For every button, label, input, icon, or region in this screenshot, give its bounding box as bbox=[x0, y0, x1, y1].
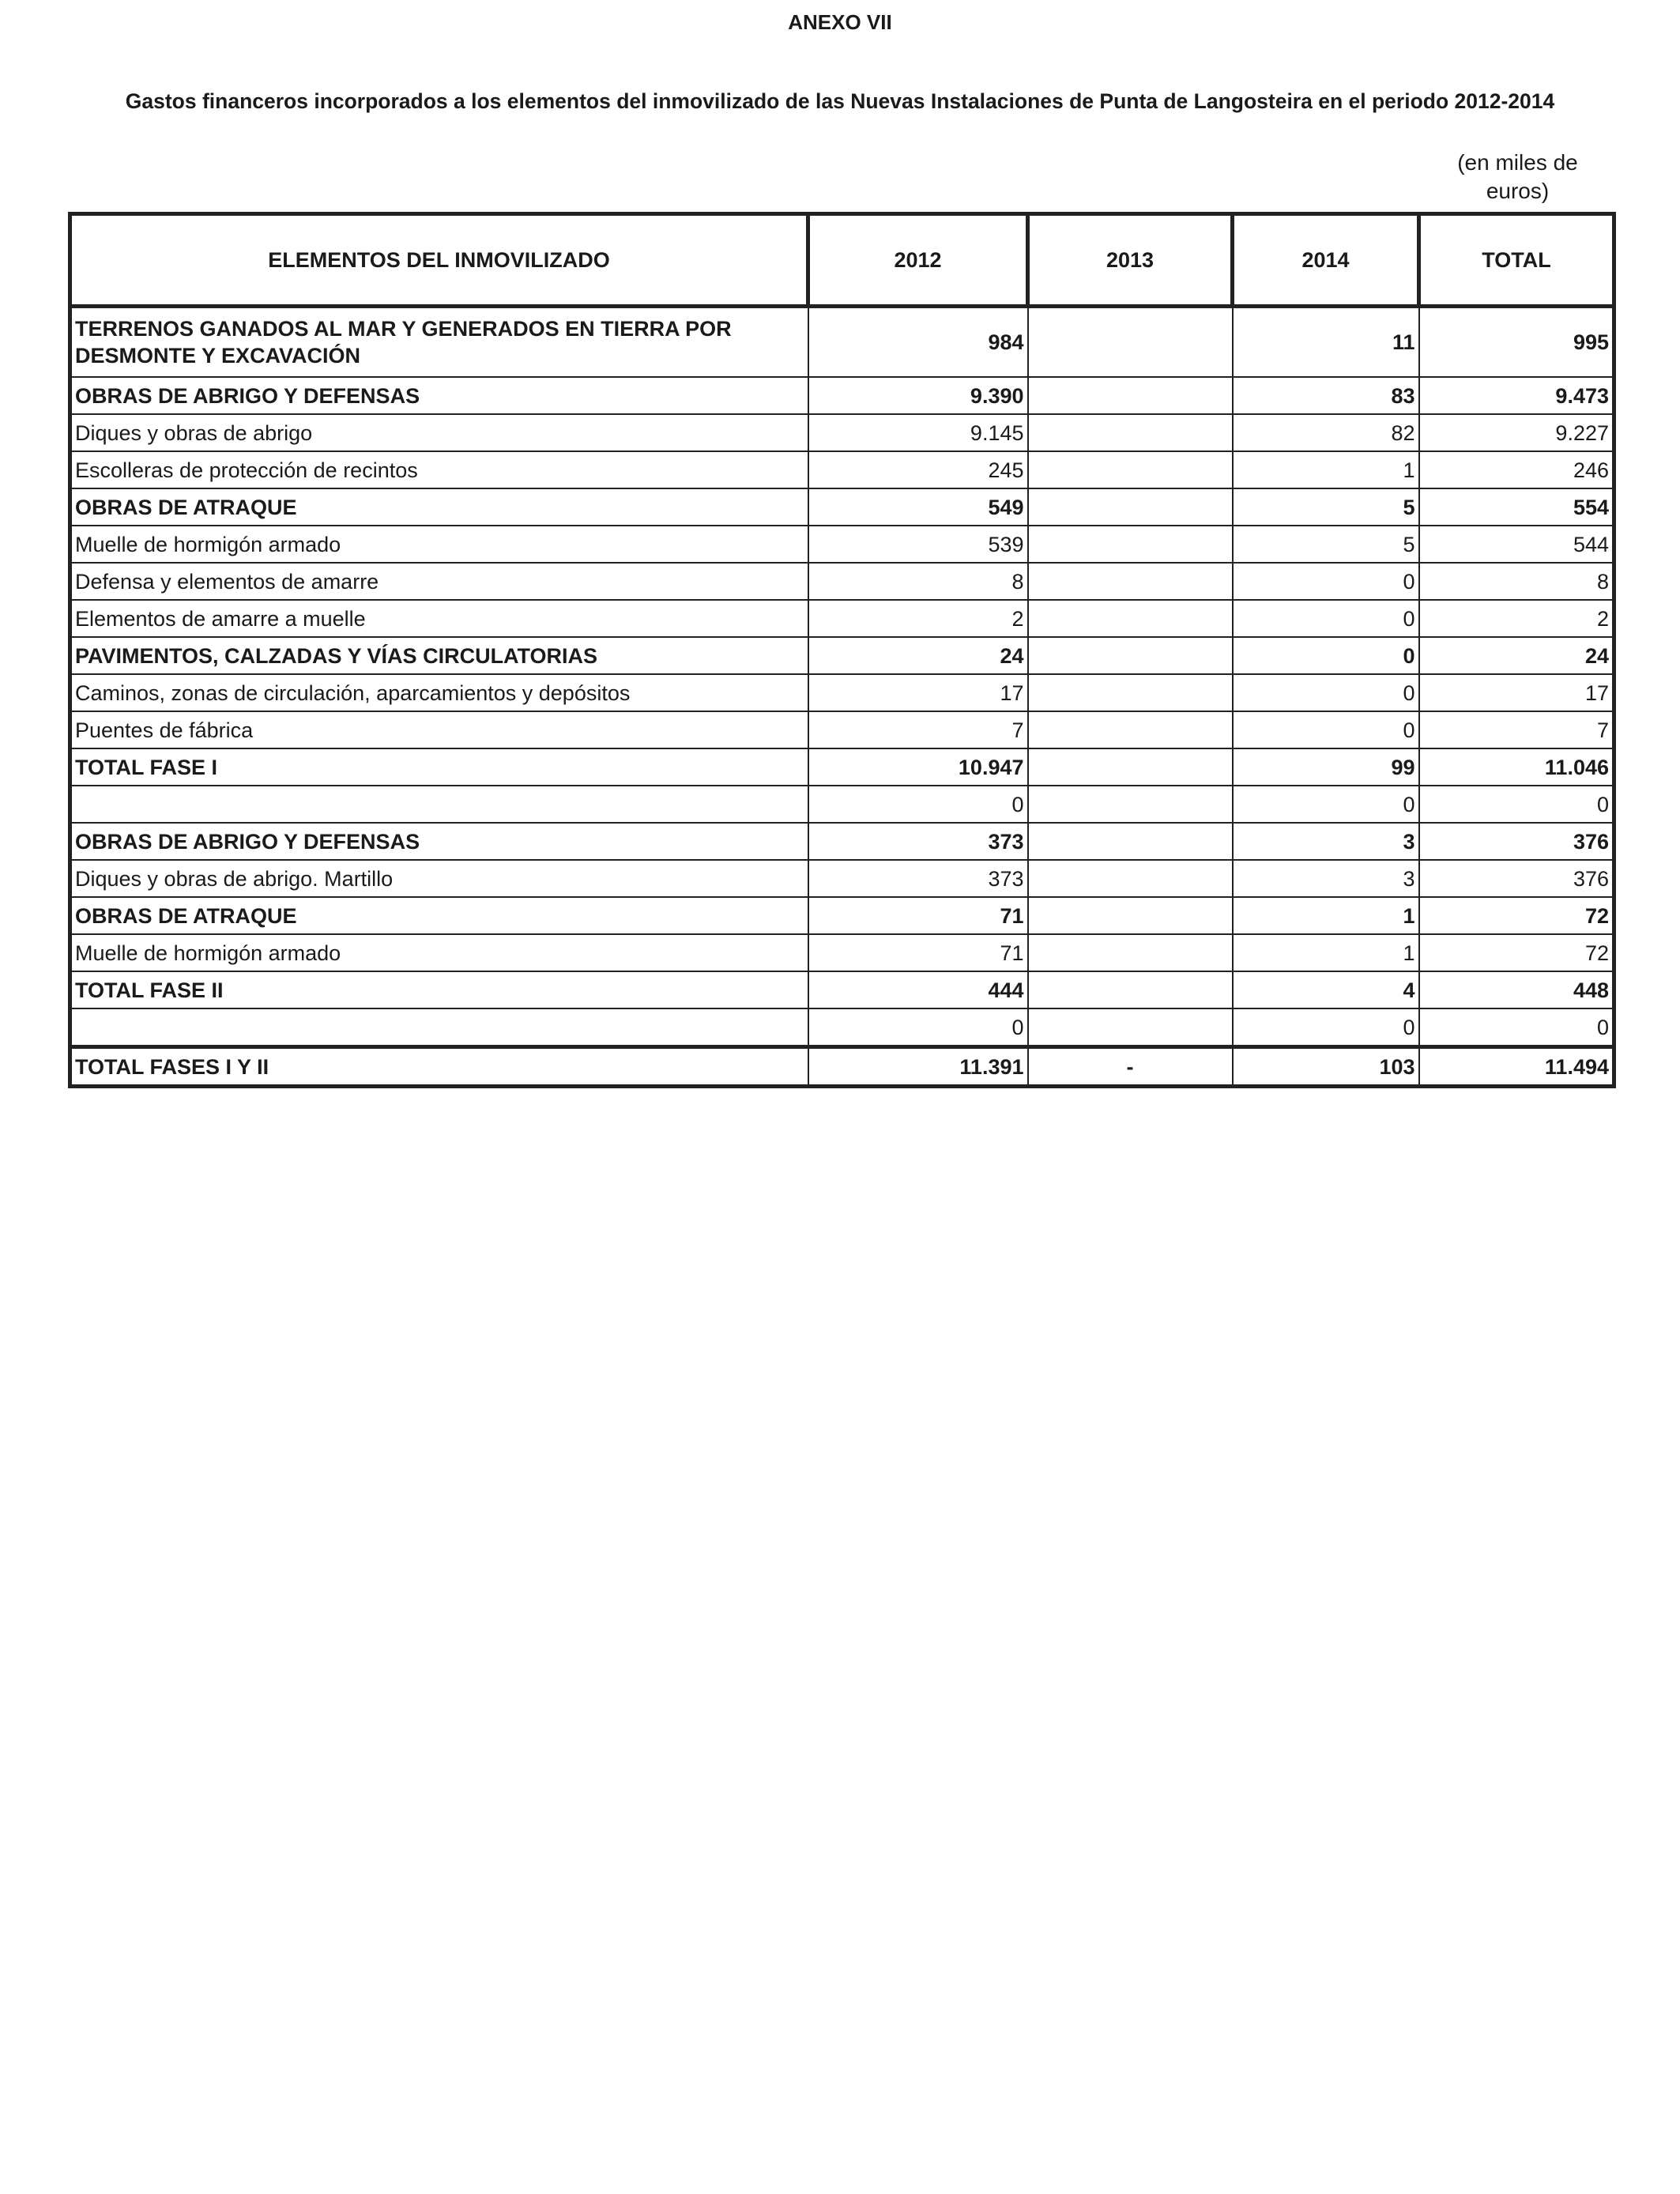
row-label: Puentes de fábrica bbox=[70, 711, 808, 748]
value-2013 bbox=[1028, 414, 1233, 451]
value-2012: 245 bbox=[808, 451, 1028, 488]
value-2013 bbox=[1028, 526, 1233, 563]
row-label bbox=[70, 786, 808, 823]
value-total: 72 bbox=[1419, 934, 1614, 971]
row-label-line: TERRENOS GANADOS AL MAR Y GENERADOS EN TIERRA POR bbox=[75, 317, 732, 341]
value-2013 bbox=[1028, 971, 1233, 1008]
value-2013 bbox=[1028, 674, 1233, 711]
value-2013 bbox=[1028, 488, 1233, 526]
value-total: 9.227 bbox=[1419, 414, 1614, 451]
value-total: 995 bbox=[1419, 307, 1614, 378]
value-2012: 549 bbox=[808, 488, 1028, 526]
value-total: 11.046 bbox=[1419, 748, 1614, 786]
row-label: Elementos de amarre a muelle bbox=[70, 600, 808, 637]
value-2014: 0 bbox=[1233, 637, 1419, 674]
value-2012: 984 bbox=[808, 307, 1028, 378]
header-elementos: ELEMENTOS DEL INMOVILIZADO bbox=[70, 214, 808, 307]
value-2013 bbox=[1028, 823, 1233, 860]
table-row bbox=[70, 860, 1614, 897]
header-2014: 2014 bbox=[1233, 214, 1419, 307]
value-2014: 0 bbox=[1233, 1008, 1419, 1047]
units-note-line1: (en miles de bbox=[1457, 150, 1578, 175]
row-label: TOTAL FASE I bbox=[70, 748, 808, 786]
value-2014: 82 bbox=[1233, 414, 1419, 451]
value-2014: 0 bbox=[1233, 674, 1419, 711]
table-row bbox=[70, 488, 1614, 526]
value-total: 376 bbox=[1419, 823, 1614, 860]
value-total: 246 bbox=[1419, 451, 1614, 488]
table-row bbox=[70, 307, 1614, 378]
value-2013 bbox=[1028, 451, 1233, 488]
value-2013 bbox=[1028, 748, 1233, 786]
value-2013 bbox=[1028, 600, 1233, 637]
value-2014: 0 bbox=[1233, 786, 1419, 823]
value-2012: 8 bbox=[808, 563, 1028, 600]
table-row bbox=[70, 526, 1614, 563]
value-total: 376 bbox=[1419, 860, 1614, 897]
value-total: 9.473 bbox=[1419, 377, 1614, 414]
row-label: OBRAS DE ABRIGO Y DEFENSAS bbox=[70, 823, 808, 860]
table-row bbox=[70, 451, 1614, 488]
value-2012: 24 bbox=[808, 637, 1028, 674]
row-label: Diques y obras de abrigo bbox=[70, 414, 808, 451]
row-label: TOTAL FASES I Y II bbox=[70, 1047, 808, 1087]
annex-title: ANEXO VII bbox=[788, 10, 892, 34]
value-2012: 0 bbox=[808, 786, 1028, 823]
value-total: 17 bbox=[1419, 674, 1614, 711]
row-label: PAVIMENTOS, CALZADAS Y VÍAS CIRCULATORIAS bbox=[70, 637, 808, 674]
value-2014: 1 bbox=[1233, 934, 1419, 971]
table-row bbox=[70, 823, 1614, 860]
value-total: 0 bbox=[1419, 1008, 1614, 1047]
value-2014: 3 bbox=[1233, 860, 1419, 897]
value-2014: 83 bbox=[1233, 377, 1419, 414]
value-2013 bbox=[1028, 377, 1233, 414]
row-label: OBRAS DE ABRIGO Y DEFENSAS bbox=[70, 377, 808, 414]
table-header-row bbox=[70, 214, 1614, 307]
header-2013: 2013 bbox=[1028, 214, 1233, 307]
table-row bbox=[70, 711, 1614, 748]
value-2014: 5 bbox=[1233, 526, 1419, 563]
value-total: 8 bbox=[1419, 563, 1614, 600]
value-2013 bbox=[1028, 1008, 1233, 1047]
row-label: TOTAL FASE II bbox=[70, 971, 808, 1008]
financial-costs-table bbox=[68, 212, 1616, 1088]
value-2014: 11 bbox=[1233, 307, 1419, 378]
value-2013 bbox=[1028, 307, 1233, 378]
value-2013 bbox=[1028, 897, 1233, 934]
row-label bbox=[70, 307, 808, 378]
table-row bbox=[70, 748, 1614, 786]
units-note-line2: euros) bbox=[1486, 179, 1550, 203]
value-2012: 17 bbox=[808, 674, 1028, 711]
table-row bbox=[70, 934, 1614, 971]
units-note bbox=[1452, 149, 1583, 205]
value-2013: - bbox=[1028, 1047, 1233, 1087]
value-total: 2 bbox=[1419, 600, 1614, 637]
value-2012: 7 bbox=[808, 711, 1028, 748]
table-row bbox=[70, 600, 1614, 637]
value-total: 554 bbox=[1419, 488, 1614, 526]
value-2014: 4 bbox=[1233, 971, 1419, 1008]
value-2013 bbox=[1028, 934, 1233, 971]
row-label: Defensa y elementos de amarre bbox=[70, 563, 808, 600]
value-2012: 71 bbox=[808, 934, 1028, 971]
value-2012: 373 bbox=[808, 823, 1028, 860]
value-2014: 99 bbox=[1233, 748, 1419, 786]
header-2012: 2012 bbox=[808, 214, 1028, 307]
table-row bbox=[70, 377, 1614, 414]
row-label-line: DESMONTE Y EXCAVACIÓN bbox=[75, 344, 361, 368]
document-title: Gastos financeros incorporados a los elementos del inmovilizado de las Nuevas Instalaciones de Punta de Langosteira en el periodo 2012-2014 bbox=[125, 89, 1555, 113]
value-2013 bbox=[1028, 786, 1233, 823]
row-label: Caminos, zonas de circulación, aparcamientos y depósitos bbox=[70, 674, 808, 711]
value-2014: 103 bbox=[1233, 1047, 1419, 1087]
value-2012: 10.947 bbox=[808, 748, 1028, 786]
row-label: Diques y obras de abrigo. Martillo bbox=[70, 860, 808, 897]
table-row bbox=[70, 971, 1614, 1008]
value-total: 72 bbox=[1419, 897, 1614, 934]
value-2013 bbox=[1028, 637, 1233, 674]
value-total: 544 bbox=[1419, 526, 1614, 563]
row-label: Escolleras de protección de recintos bbox=[70, 451, 808, 488]
value-2014: 3 bbox=[1233, 823, 1419, 860]
value-2014: 5 bbox=[1233, 488, 1419, 526]
table-row bbox=[70, 563, 1614, 600]
value-2014: 1 bbox=[1233, 451, 1419, 488]
value-2014: 0 bbox=[1233, 711, 1419, 748]
value-2012: 9.390 bbox=[808, 377, 1028, 414]
value-2012: 9.145 bbox=[808, 414, 1028, 451]
table-row bbox=[70, 786, 1614, 823]
table-row bbox=[70, 414, 1614, 451]
table-row bbox=[70, 674, 1614, 711]
value-2013 bbox=[1028, 711, 1233, 748]
value-2012: 373 bbox=[808, 860, 1028, 897]
table-row bbox=[70, 1047, 1614, 1087]
value-2014: 1 bbox=[1233, 897, 1419, 934]
table-row bbox=[70, 1008, 1614, 1047]
value-total: 7 bbox=[1419, 711, 1614, 748]
value-2012: 539 bbox=[808, 526, 1028, 563]
row-label: Muelle de hormigón armado bbox=[70, 526, 808, 563]
value-total: 11.494 bbox=[1419, 1047, 1614, 1087]
value-2012: 0 bbox=[808, 1008, 1028, 1047]
row-label: Muelle de hormigón armado bbox=[70, 934, 808, 971]
value-2012: 444 bbox=[808, 971, 1028, 1008]
row-label bbox=[70, 1008, 808, 1047]
value-total: 0 bbox=[1419, 786, 1614, 823]
row-label: OBRAS DE ATRAQUE bbox=[70, 488, 808, 526]
table-body bbox=[70, 307, 1614, 1087]
value-2014: 0 bbox=[1233, 563, 1419, 600]
value-total: 24 bbox=[1419, 637, 1614, 674]
value-2012: 71 bbox=[808, 897, 1028, 934]
table-row bbox=[70, 897, 1614, 934]
table-row bbox=[70, 637, 1614, 674]
value-2013 bbox=[1028, 860, 1233, 897]
value-2013 bbox=[1028, 563, 1233, 600]
header-total: TOTAL bbox=[1419, 214, 1614, 307]
value-2012: 2 bbox=[808, 600, 1028, 637]
value-total: 448 bbox=[1419, 971, 1614, 1008]
value-2012: 11.391 bbox=[808, 1047, 1028, 1087]
row-label: OBRAS DE ATRAQUE bbox=[70, 897, 808, 934]
value-2014: 0 bbox=[1233, 600, 1419, 637]
